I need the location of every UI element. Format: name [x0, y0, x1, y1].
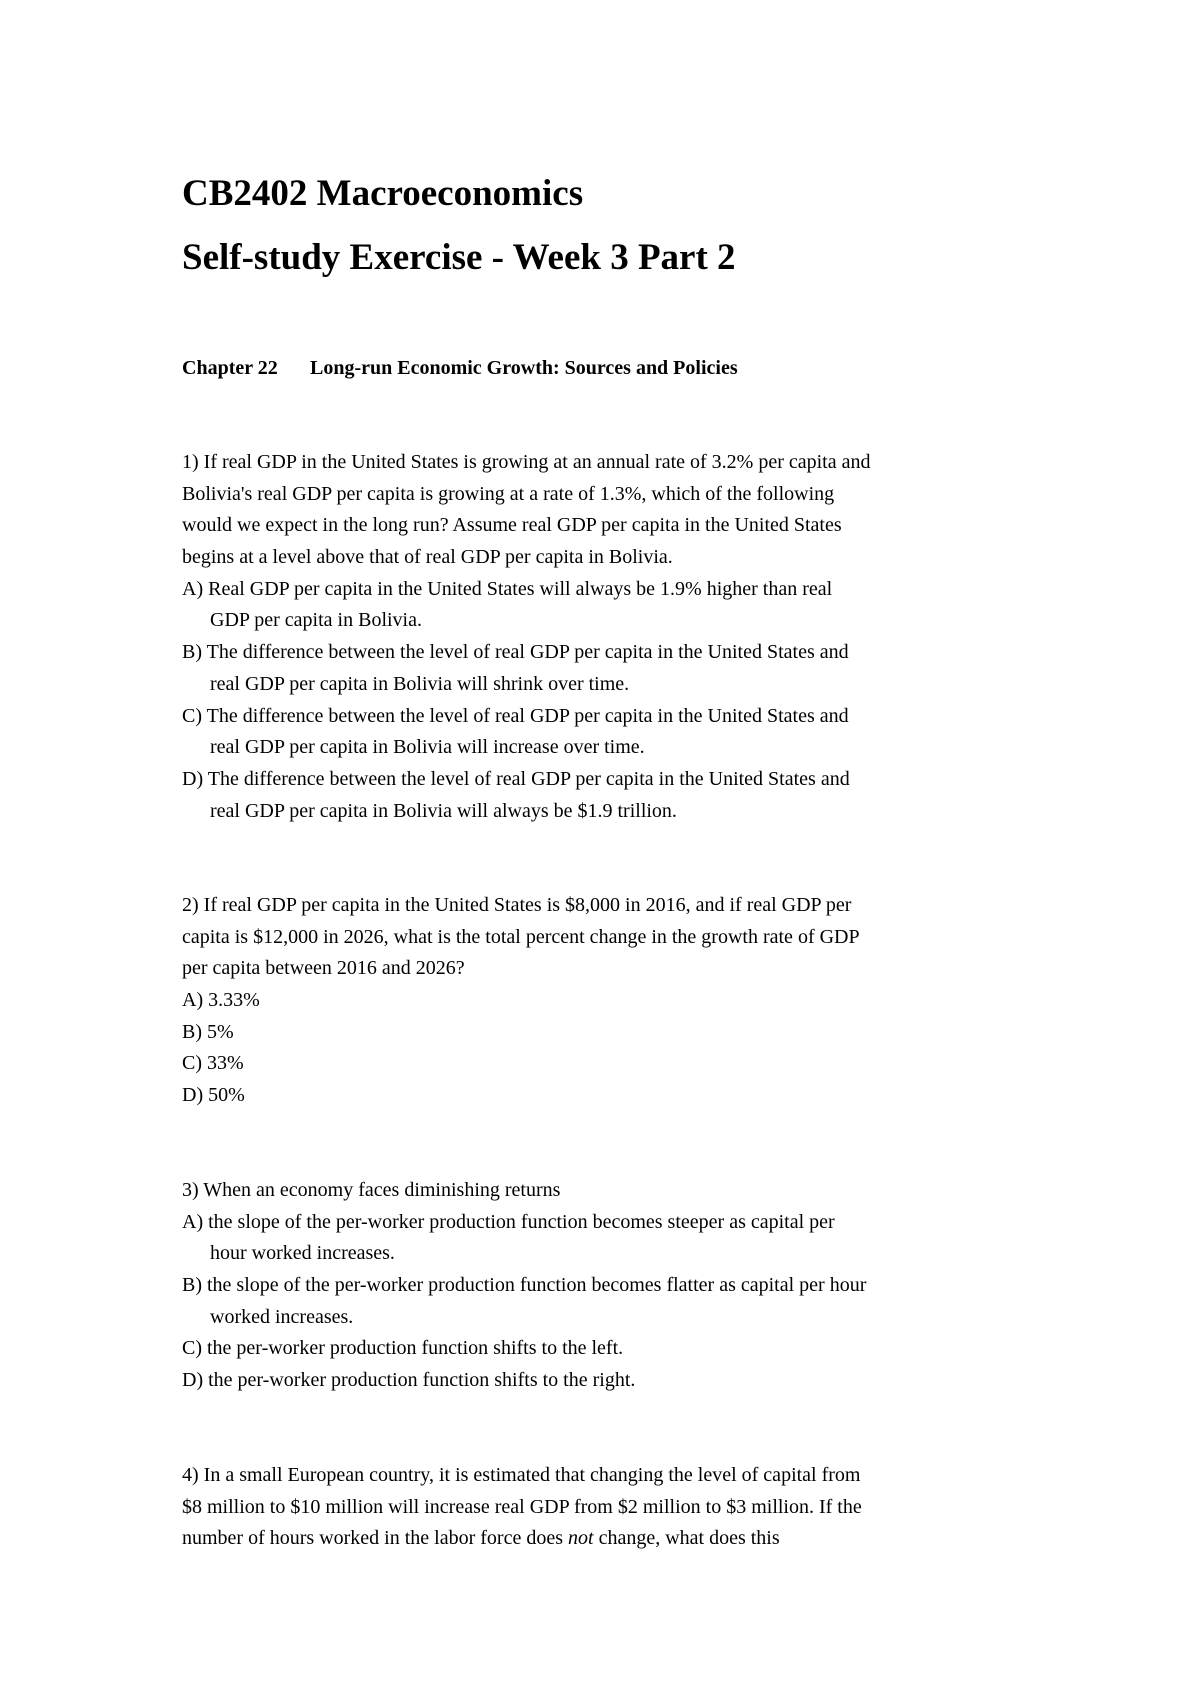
answer-option-b [182, 1270, 1042, 1333]
question-2 [182, 890, 1042, 1112]
answer-option-b [182, 637, 1042, 700]
question-1 [182, 447, 1042, 827]
option-text-continued: real GDP per capita in Bolivia will increase over time. [210, 736, 645, 759]
answer-option-c: C) 33% [182, 1052, 244, 1075]
answer-option-c: C) the per-worker production function shifts to the left. [182, 1337, 624, 1360]
question-stem-line: Bolivia's real GDP per capita is growing at a rate of 1.3%, which of the following [182, 482, 835, 505]
option-text: B) the slope of the per-worker production function becomes flatter as capital per hour [182, 1274, 867, 1297]
answer-option-b: B) 5% [182, 1020, 234, 1043]
answer-option-d [182, 764, 1042, 827]
question-stem-line: capita is $12,000 in 2026, what is the total percent change in the growth rate of GDP [182, 925, 860, 948]
answer-option-d: D) the per-worker production function shifts to the right. [182, 1369, 636, 1392]
option-text-continued: real GDP per capita in Bolivia will always be $1.9 trillion. [210, 799, 677, 822]
chapter-number: Chapter 22 [182, 357, 278, 379]
stem-text: change, what does this [593, 1527, 780, 1550]
option-text: C) The difference between the level of real GDP per capita in the United States and [182, 704, 849, 727]
course-title: CB2402 Macroeconomics [182, 173, 584, 214]
question-stem-line: would we expect in the long run? Assume real GDP per capita in the United States [182, 514, 842, 537]
answer-option-a [182, 1207, 1042, 1270]
answer-option-a: A) 3.33% [182, 989, 260, 1012]
option-text: A) the slope of the per-worker production function becomes steeper as capital per [182, 1210, 835, 1233]
question-stem-line: 2) If real GDP per capita in the United States is $8,000 in 2016, and if real GDP per [182, 894, 852, 916]
question-stem-line: per capita between 2016 and 2026? [182, 957, 465, 980]
exercise-title: Self-study Exercise - Week 3 Part 2 [182, 237, 736, 278]
question-4 [182, 1460, 1042, 1555]
question-3 [182, 1175, 1042, 1397]
question-stem-line: 4) In a small European country, it is estimated that changing the level of capital from [182, 1464, 861, 1486]
option-text-continued: GDP per capita in Bolivia. [210, 609, 422, 632]
option-text: A) Real GDP per capita in the United States will always be 1.9% higher than real [182, 577, 833, 600]
option-text-continued: worked increases. [210, 1305, 354, 1328]
question-stem-line: 3) When an economy faces diminishing returns [182, 1179, 561, 1201]
question-stem-line: $8 million to $10 million will increase real GDP from $2 million to $3 million. If the [182, 1495, 862, 1518]
answer-option-a [182, 574, 1042, 637]
emphasis-text: not [568, 1527, 594, 1550]
question-stem-line: begins at a level above that of real GDP per capita in Bolivia. [182, 546, 673, 569]
chapter-title: Long-run Economic Growth: Sources and Policies [310, 357, 738, 379]
option-text: D) The difference between the level of real GDP per capita in the United States and [182, 767, 850, 790]
option-text: B) The difference between the level of real GDP per capita in the United States and [182, 641, 849, 664]
chapter-heading [182, 355, 738, 381]
answer-option-c [182, 701, 1042, 764]
question-stem-line [182, 1523, 1042, 1555]
question-stem-line: 1) If real GDP in the United States is growing at an annual rate of 3.2% per capita and [182, 451, 871, 473]
answer-option-d: D) 50% [182, 1084, 245, 1107]
option-text-continued: real GDP per capita in Bolivia will shrink over time. [210, 672, 630, 695]
option-text-continued: hour worked increases. [210, 1242, 395, 1265]
stem-text: number of hours worked in the labor force does [182, 1527, 568, 1550]
